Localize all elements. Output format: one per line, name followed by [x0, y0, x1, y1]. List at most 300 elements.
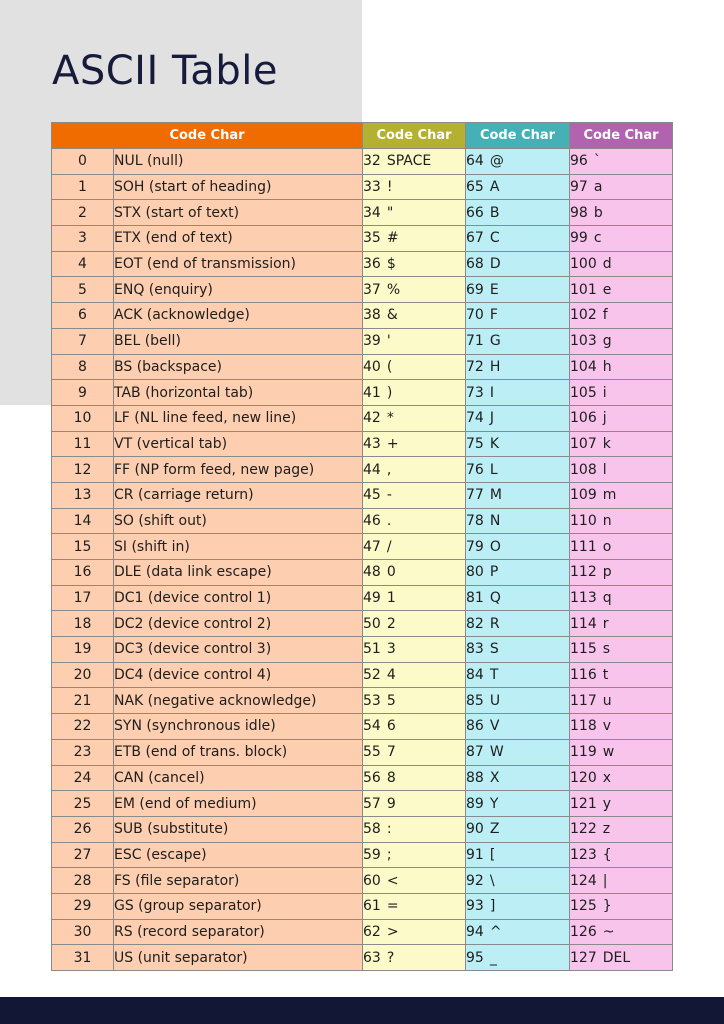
char-value: 6 [386, 718, 396, 735]
code-value: 96 [570, 153, 588, 170]
char-value: M [489, 487, 502, 504]
code-char-cell-64-95 [466, 508, 570, 534]
code-char-cell-96-127 [570, 945, 673, 971]
code-value: 98 [570, 204, 588, 221]
char-value: t [602, 667, 609, 684]
char-value: j [602, 410, 607, 427]
code-char-cell-96-127 [570, 431, 673, 457]
control-code-cell: 4 [52, 251, 114, 277]
table-row [52, 405, 673, 431]
control-code-cell: 27 [52, 842, 114, 868]
table-row [52, 200, 673, 226]
code-value: 83 [466, 641, 484, 658]
code-char-cell-32-63 [363, 174, 466, 200]
code-value: 86 [466, 718, 484, 735]
control-code-cell: 24 [52, 765, 114, 791]
control-description-cell: NAK (negative acknowledge) [114, 688, 363, 714]
char-value: U [489, 692, 501, 709]
code-value: 53 [363, 692, 381, 709]
table-row [52, 585, 673, 611]
char-value: b [593, 204, 603, 221]
table-row [52, 893, 673, 919]
code-char-cell-64-95 [466, 945, 570, 971]
table-row [52, 482, 673, 508]
char-value: } [602, 898, 612, 915]
control-code-cell: 8 [52, 354, 114, 380]
char-value: 8 [386, 769, 396, 786]
code-char-cell-96-127 [570, 765, 673, 791]
char-value: J [489, 410, 494, 427]
code-char-cell-32-63 [363, 688, 466, 714]
char-value: DEL [602, 949, 631, 966]
table-row [52, 174, 673, 200]
control-description-cell: DC2 (device control 2) [114, 611, 363, 637]
code-char-cell-32-63 [363, 560, 466, 586]
char-value: & [386, 307, 398, 324]
char-value: 5 [386, 692, 396, 709]
code-char-cell-32-63 [363, 765, 466, 791]
table-row [52, 919, 673, 945]
control-description-cell: BEL (bell) [114, 328, 363, 354]
char-value: ? [386, 949, 395, 966]
table-row [52, 149, 673, 175]
char-value: * [386, 410, 394, 427]
code-value: 114 [570, 615, 597, 632]
code-value: 119 [570, 744, 597, 761]
code-char-cell-64-95 [466, 380, 570, 406]
control-code-cell: 21 [52, 688, 114, 714]
control-description-cell: FS (file separator) [114, 868, 363, 894]
table-row [52, 816, 673, 842]
control-description-cell: ACK (acknowledge) [114, 303, 363, 329]
code-value: 120 [570, 769, 597, 786]
code-char-cell-64-95 [466, 919, 570, 945]
char-value: x [602, 769, 612, 786]
code-char-cell-96-127 [570, 405, 673, 431]
table-row [52, 251, 673, 277]
code-char-cell-32-63 [363, 611, 466, 637]
table-row [52, 842, 673, 868]
code-value: 108 [570, 461, 597, 478]
char-value: m [602, 487, 617, 504]
code-value: 42 [363, 410, 381, 427]
code-value: 117 [570, 692, 597, 709]
code-char-cell-96-127 [570, 816, 673, 842]
code-value: 45 [363, 487, 381, 504]
char-value: v [602, 718, 612, 735]
char-value: G [489, 333, 501, 350]
table-row [52, 534, 673, 560]
code-value: 74 [466, 410, 484, 427]
code-value: 71 [466, 333, 484, 350]
code-value: 113 [570, 590, 597, 607]
control-description-cell: SYN (synchronous idle) [114, 714, 363, 740]
control-code-cell: 30 [52, 919, 114, 945]
code-value: 124 [570, 872, 597, 889]
char-value: T [489, 667, 499, 684]
code-value: 63 [363, 949, 381, 966]
code-value: 36 [363, 256, 381, 273]
control-description-cell: DC3 (device control 3) [114, 637, 363, 663]
table-row [52, 277, 673, 303]
code-value: 112 [570, 564, 597, 581]
char-value: e [602, 281, 612, 298]
char-value: i [602, 384, 607, 401]
table-row [52, 765, 673, 791]
header-codes-96-127: Code Char [570, 123, 673, 149]
code-char-cell-64-95 [466, 611, 570, 637]
code-char-cell-96-127 [570, 482, 673, 508]
code-char-cell-96-127 [570, 277, 673, 303]
char-value: K [489, 435, 500, 452]
control-code-cell: 31 [52, 945, 114, 971]
control-description-cell: STX (start of text) [114, 200, 363, 226]
char-value: Y [489, 795, 499, 812]
char-value: : [386, 821, 392, 838]
char-value: W [489, 744, 504, 761]
code-char-cell-96-127 [570, 457, 673, 483]
code-char-cell-32-63 [363, 226, 466, 252]
code-value: 80 [466, 564, 484, 581]
code-char-cell-64-95 [466, 662, 570, 688]
code-value: 55 [363, 744, 381, 761]
code-char-cell-96-127 [570, 200, 673, 226]
char-value: A [489, 179, 500, 196]
code-value: 127 [570, 949, 597, 966]
code-value: 65 [466, 179, 484, 196]
control-description-cell: ETB (end of trans. block) [114, 739, 363, 765]
control-description-cell: EM (end of medium) [114, 791, 363, 817]
control-description-cell: US (unit separator) [114, 945, 363, 971]
code-value: 61 [363, 898, 381, 915]
code-char-cell-96-127 [570, 662, 673, 688]
table-row [52, 560, 673, 586]
code-char-cell-64-95 [466, 714, 570, 740]
char-value: = [386, 898, 399, 915]
code-value: 51 [363, 641, 381, 658]
char-value: L [489, 461, 498, 478]
code-char-cell-64-95 [466, 328, 570, 354]
char-value: ` [593, 153, 601, 170]
char-value: r [602, 615, 609, 632]
table-row [52, 303, 673, 329]
char-value: , [386, 461, 392, 478]
control-code-cell: 25 [52, 791, 114, 817]
control-description-cell: LF (NL line feed, new line) [114, 405, 363, 431]
code-value: 93 [466, 898, 484, 915]
char-value: R [489, 615, 500, 632]
control-code-cell: 23 [52, 739, 114, 765]
code-char-cell-96-127 [570, 534, 673, 560]
control-code-cell: 7 [52, 328, 114, 354]
code-char-cell-96-127 [570, 174, 673, 200]
control-description-cell: SI (shift in) [114, 534, 363, 560]
char-value: ^ [489, 923, 502, 940]
code-char-cell-96-127 [570, 611, 673, 637]
table-row [52, 945, 673, 971]
code-char-cell-64-95 [466, 842, 570, 868]
code-value: 52 [363, 667, 381, 684]
code-value: 84 [466, 667, 484, 684]
char-value: F [489, 307, 498, 324]
char-value: q [602, 590, 612, 607]
code-char-cell-64-95 [466, 354, 570, 380]
code-value: 125 [570, 898, 597, 915]
control-description-cell: RS (record separator) [114, 919, 363, 945]
char-value: f [602, 307, 608, 324]
char-value: > [386, 923, 399, 940]
char-value: 0 [386, 564, 396, 581]
control-description-cell: SUB (substitute) [114, 816, 363, 842]
char-value: { [602, 846, 612, 863]
code-char-cell-96-127 [570, 560, 673, 586]
header-codes-32-63: Code Char [363, 123, 466, 149]
char-value: < [386, 872, 399, 889]
code-value: 35 [363, 230, 381, 247]
char-value: | [602, 872, 608, 889]
control-description-cell: ESC (escape) [114, 842, 363, 868]
code-char-cell-96-127 [570, 303, 673, 329]
code-value: 76 [466, 461, 484, 478]
table-row [52, 328, 673, 354]
code-value: 107 [570, 435, 597, 452]
code-value: 37 [363, 281, 381, 298]
control-description-cell: CR (carriage return) [114, 482, 363, 508]
code-char-cell-64-95 [466, 585, 570, 611]
page-title: ASCII Table [52, 48, 278, 94]
char-value: O [489, 538, 501, 555]
code-char-cell-32-63 [363, 842, 466, 868]
code-value: 79 [466, 538, 484, 555]
char-value: 2 [386, 615, 396, 632]
char-value: . [386, 512, 392, 529]
code-value: 121 [570, 795, 597, 812]
control-code-cell: 11 [52, 431, 114, 457]
code-char-cell-96-127 [570, 508, 673, 534]
code-char-cell-32-63 [363, 739, 466, 765]
code-char-cell-64-95 [466, 405, 570, 431]
char-value: w [602, 744, 615, 761]
control-code-cell: 20 [52, 662, 114, 688]
code-char-cell-96-127 [570, 251, 673, 277]
code-char-cell-64-95 [466, 277, 570, 303]
table-row [52, 714, 673, 740]
header-codes-64-95: Code Char [466, 123, 570, 149]
control-description-cell: GS (group separator) [114, 893, 363, 919]
code-value: 49 [363, 590, 381, 607]
code-value: 126 [570, 923, 597, 940]
code-value: 34 [363, 204, 381, 221]
code-value: 46 [363, 512, 381, 529]
table-body [52, 149, 673, 971]
code-value: 123 [570, 846, 597, 863]
code-char-cell-32-63 [363, 585, 466, 611]
code-value: 59 [363, 846, 381, 863]
code-value: 41 [363, 384, 381, 401]
code-char-cell-32-63 [363, 919, 466, 945]
char-value: 7 [386, 744, 396, 761]
code-value: 85 [466, 692, 484, 709]
control-code-cell: 18 [52, 611, 114, 637]
code-char-cell-32-63 [363, 328, 466, 354]
code-value: 94 [466, 923, 484, 940]
table-row [52, 637, 673, 663]
code-value: 81 [466, 590, 484, 607]
code-value: 60 [363, 872, 381, 889]
code-char-cell-96-127 [570, 688, 673, 714]
code-char-cell-96-127 [570, 842, 673, 868]
code-value: 33 [363, 179, 381, 196]
code-value: 105 [570, 384, 597, 401]
code-value: 56 [363, 769, 381, 786]
table-row [52, 354, 673, 380]
control-description-cell: SO (shift out) [114, 508, 363, 534]
code-char-cell-96-127 [570, 868, 673, 894]
code-char-cell-96-127 [570, 714, 673, 740]
code-value: 70 [466, 307, 484, 324]
code-char-cell-32-63 [363, 893, 466, 919]
code-char-cell-96-127 [570, 637, 673, 663]
code-char-cell-64-95 [466, 226, 570, 252]
code-value: 48 [363, 564, 381, 581]
char-value: ( [386, 358, 393, 375]
char-value: \ [489, 872, 495, 889]
control-code-cell: 28 [52, 868, 114, 894]
char-value: s [602, 641, 611, 658]
table-row [52, 739, 673, 765]
ascii-table [51, 122, 673, 971]
char-value: / [386, 538, 392, 555]
char-value: ] [489, 898, 496, 915]
control-code-cell: 16 [52, 560, 114, 586]
char-value: k [602, 435, 611, 452]
code-char-cell-64-95 [466, 765, 570, 791]
code-value: 99 [570, 230, 588, 247]
control-code-cell: 2 [52, 200, 114, 226]
code-value: 77 [466, 487, 484, 504]
char-value: _ [489, 949, 497, 966]
code-value: 97 [570, 179, 588, 196]
code-char-cell-64-95 [466, 174, 570, 200]
char-value: 9 [386, 795, 396, 812]
code-value: 102 [570, 307, 597, 324]
code-char-cell-32-63 [363, 662, 466, 688]
code-value: 111 [570, 538, 597, 555]
char-value: S [489, 641, 499, 658]
control-description-cell: NUL (null) [114, 149, 363, 175]
code-value: 39 [363, 333, 381, 350]
char-value: ! [386, 179, 393, 196]
code-char-cell-64-95 [466, 560, 570, 586]
code-char-cell-32-63 [363, 251, 466, 277]
char-value: N [489, 512, 501, 529]
code-value: 32 [363, 153, 381, 170]
char-value: g [602, 333, 612, 350]
code-char-cell-64-95 [466, 200, 570, 226]
code-value: 73 [466, 384, 484, 401]
char-value: c [593, 230, 602, 247]
table-row [52, 380, 673, 406]
code-value: 43 [363, 435, 381, 452]
control-description-cell: VT (vertical tab) [114, 431, 363, 457]
code-char-cell-96-127 [570, 791, 673, 817]
control-description-cell: DC1 (device control 1) [114, 585, 363, 611]
char-value: o [602, 538, 612, 555]
control-description-cell: ENQ (enquiry) [114, 277, 363, 303]
table-row [52, 688, 673, 714]
control-code-cell: 13 [52, 482, 114, 508]
table-row [52, 508, 673, 534]
control-description-cell: DC4 (device control 4) [114, 662, 363, 688]
code-char-cell-64-95 [466, 534, 570, 560]
table-row [52, 226, 673, 252]
code-char-cell-96-127 [570, 893, 673, 919]
code-char-cell-64-95 [466, 431, 570, 457]
code-value: 82 [466, 615, 484, 632]
control-description-cell: TAB (horizontal tab) [114, 380, 363, 406]
char-value: $ [386, 256, 396, 273]
code-value: 75 [466, 435, 484, 452]
code-char-cell-32-63 [363, 868, 466, 894]
code-char-cell-64-95 [466, 739, 570, 765]
code-char-cell-64-95 [466, 688, 570, 714]
code-char-cell-96-127 [570, 149, 673, 175]
code-value: 91 [466, 846, 484, 863]
code-char-cell-64-95 [466, 303, 570, 329]
char-value: + [386, 435, 399, 452]
code-value: 66 [466, 204, 484, 221]
control-code-cell: 0 [52, 149, 114, 175]
char-value: n [602, 512, 612, 529]
code-value: 68 [466, 256, 484, 273]
code-value: 40 [363, 358, 381, 375]
code-char-cell-32-63 [363, 149, 466, 175]
code-char-cell-32-63 [363, 200, 466, 226]
code-char-cell-32-63 [363, 714, 466, 740]
code-value: 92 [466, 872, 484, 889]
code-value: 87 [466, 744, 484, 761]
char-value: ) [386, 384, 393, 401]
code-value: 58 [363, 821, 381, 838]
code-char-cell-32-63 [363, 303, 466, 329]
code-value: 106 [570, 410, 597, 427]
control-code-cell: 9 [52, 380, 114, 406]
code-value: 89 [466, 795, 484, 812]
char-value: u [602, 692, 612, 709]
code-char-cell-96-127 [570, 739, 673, 765]
control-code-cell: 5 [52, 277, 114, 303]
code-char-cell-64-95 [466, 816, 570, 842]
control-code-cell: 14 [52, 508, 114, 534]
code-value: 90 [466, 821, 484, 838]
table-row [52, 431, 673, 457]
control-code-cell: 15 [52, 534, 114, 560]
code-char-cell-32-63 [363, 534, 466, 560]
code-char-cell-32-63 [363, 354, 466, 380]
control-code-cell: 6 [52, 303, 114, 329]
char-value: H [489, 358, 501, 375]
control-code-cell: 22 [52, 714, 114, 740]
code-value: 103 [570, 333, 597, 350]
code-char-cell-96-127 [570, 585, 673, 611]
char-value: - [386, 487, 392, 504]
code-char-cell-96-127 [570, 919, 673, 945]
control-code-cell: 3 [52, 226, 114, 252]
char-value: h [602, 358, 612, 375]
char-value: d [602, 256, 612, 273]
code-value: 78 [466, 512, 484, 529]
control-code-cell: 17 [52, 585, 114, 611]
